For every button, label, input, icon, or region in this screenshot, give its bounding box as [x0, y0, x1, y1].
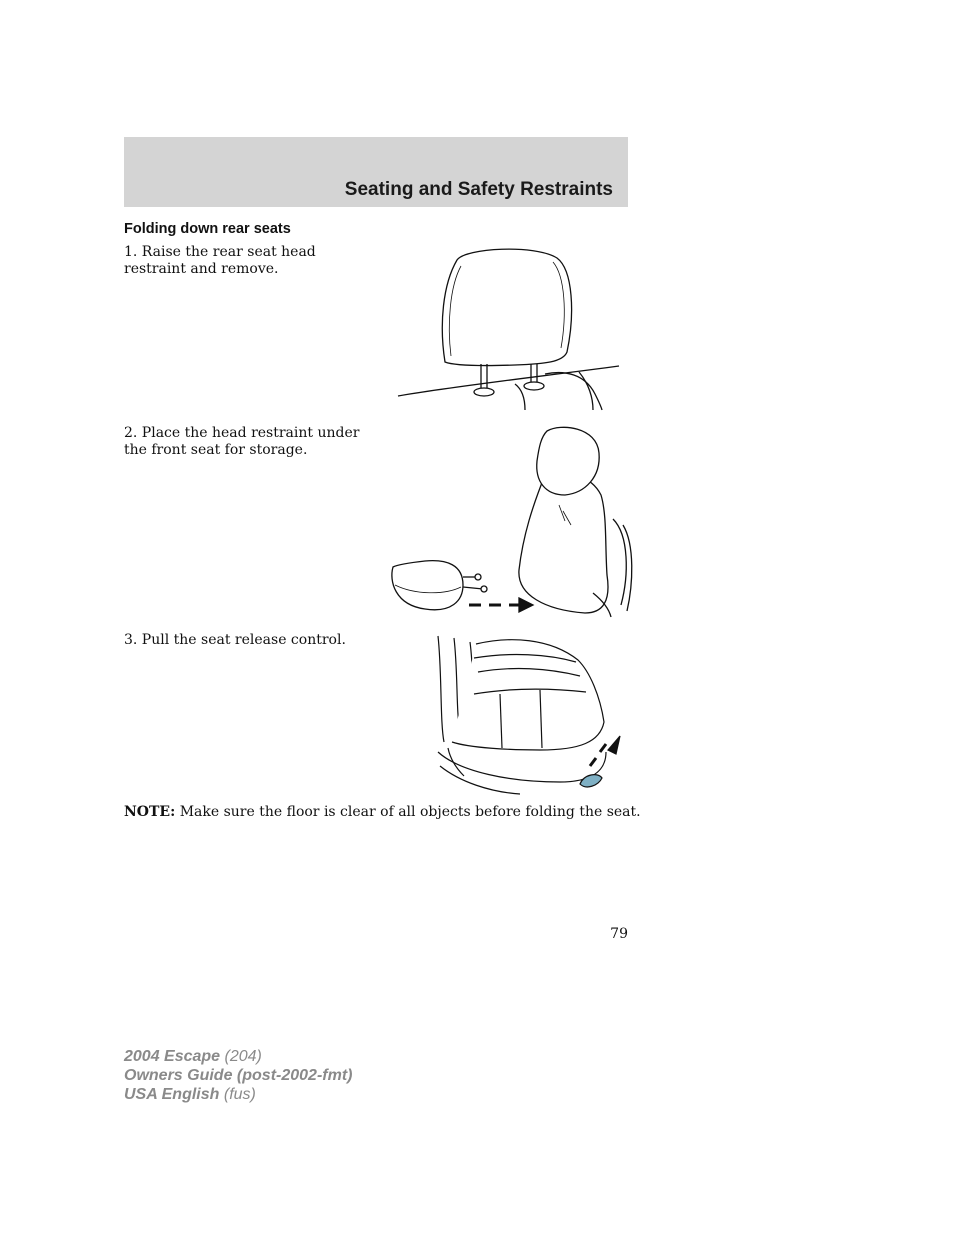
release-handle-shape	[580, 775, 602, 787]
safety-note	[124, 804, 641, 821]
section-header-band	[124, 137, 628, 207]
footer-line-1: 2004 Escape (204)	[124, 1048, 262, 1065]
step-3-text: 3. Pull the seat release control.	[124, 632, 346, 648]
head-restraint-raised-illustration	[395, 244, 630, 414]
step-1-text: 1. Raise the rear seat head restraint and remove.	[124, 244, 316, 277]
page-number: 79	[610, 926, 628, 942]
seat-release-control-illustration	[430, 632, 630, 797]
step-2-text: 2. Place the head restraint under the front seat for storage.	[124, 425, 360, 458]
section-title: Seating and Safety Restraints	[344, 179, 613, 200]
note-label: NOTE:	[124, 804, 176, 820]
footer-line-2: Owners Guide (post-2002-fmt)	[124, 1067, 353, 1084]
note-text: Make sure the floor is clear of all objects before folding the seat.	[175, 804, 641, 820]
subheading: Folding down rear seats	[124, 221, 291, 237]
footer-line-3: USA English (fus)	[124, 1086, 256, 1103]
document-footer	[124, 1047, 352, 1104]
head-restraint-storage-illustration	[385, 425, 635, 620]
